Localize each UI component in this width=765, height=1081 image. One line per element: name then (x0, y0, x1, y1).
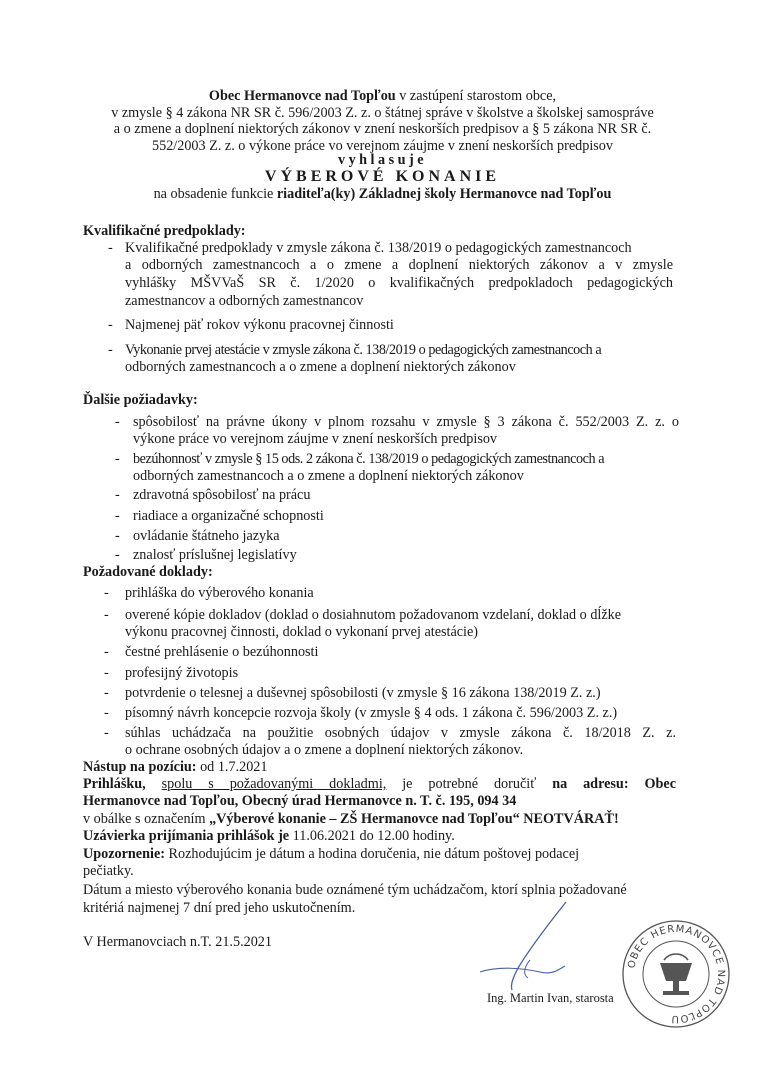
list-dash: - (115, 487, 120, 503)
list-dash: - (104, 585, 109, 601)
start-date-line: Nástup na pozíciu: od 1.7.2021 (83, 759, 268, 775)
list-dash: - (104, 665, 109, 681)
list-dash: - (115, 528, 120, 544)
qualifications-heading: Kvalifikačné predpoklady: (83, 223, 246, 239)
official-seal (620, 918, 732, 1030)
notice-line: Upozornenie: Rozhodujúcim je dátum a hodina doručenia, nie dátum poštovej podacej (83, 846, 580, 862)
list-dash: - (115, 547, 120, 563)
document-page: Obec Hermanovce nad Topľou v zastúpení starostom obce, v zmysle § 4 zákona NR SR č. 596/2003 Z. z. o štátnej správe v školstve a školskej samospráve a o zmene a doplnení niektorých zákonov v znení neskorších predpisov a § 5 zákona NR SR č. 552/2003 Z. z. o výkone práce vo verejnom záujme v znení neskorších predpisov vyhlasuje VÝBEROVÉ KONANIE na obsadenie funkcie riaditeľa(ky) Základnej školy Hermanovce nad Topľou Kvalifikačné predpoklady: - Kvalifikačné predpoklady v zmysle zákona č. 138/2019 o pedagogických zamestnancoch a odborných zamestnancoch a o zmene a doplnení niektorých zákonov a v zmysle vyhlášky MŠVVaŠ SR č. 1/2020 o kvalifikačných predpokladoch pedagogických zamestnancov a odborných zamestnancov - Najmenej päť rokov výkonu pracovnej činnosti - Vykonanie prvej atestácie v zmysle zákona č. 138/2019 o pedagogických zamestnancoch a odborných zamestnancoch a o zmene a doplnení niektorých zákonov Ďalšie požiadavky: - spôsobilosť na právne úkony v plnom rozsahu v zmysle § 3 zákona č. 552/2003 Z. z. o výkone práce vo verejnom záujme v znení neskorších predpisov - bezúhonnosť v zmysle § 15 ods. 2 zákona č. 138/2019 o pedagogických zamestnancoch a odborných zamestnancoch a o zmene a doplnení niektorých zákonov - zdravotná spôsobilosť na prácu - riadiace a organizačné schopnosti - ovládanie štátneho jazyka - znalosť príslušnej legislatívy Požadované doklady: - prihláška do výberového konania - overené kópie dokladov (doklad o dosiahnutom požadovanom vzdelaní, doklad o dĺžke výkonu pracovnej činnosti, doklad o vykonaní prvej atestácie) - čestné prehlásenie o bezúhonnosti - profesijný životopis - potvrdenie o telesnej a duševnej spôsobilosti (v zmysle § 16 zákona 138/2019 Z. z.) - písomný návrh koncepcie rozvoja školy (v zmysle § 4 ods. 1 zákona č. 596/2003 Z. z.) - súhlas uchádzača na použitie osobných údajov v zmysle zákona č. 18/2018 Z. z. o ochrane osobných údajov a o zmene a doplnení niektorých zákonov. Nástup na pozíciu: od 1.7.2021 Prihlášku, spolu s požadovanými dokladmi, je potrebné doručiť na adresu: Obec Hermanovce nad Topľou, Obecný úrad Hermanovce n. T. č. 195, 094 34 v obálke s označením „Výberové konanie – ZŠ Hermanovce nad Topľou“ NEOTVÁRAŤ! Uzávierka prijímania prihlášok je 11.06.2021 do 12.00 hodiny. Upozornenie: Rozhodujúcim je dátum a hodina doručenia, nie dátum poštovej podacej pečiatky. Dátum a miesto výberového konania bude oznámené tým uchádzačom, ktorí splnia požadované kritériá najmenej 7 dní pred jeho uskutočnením. V Hermanovciach n.T. 21.5.2021 Ing. Martin Ivan, starosta OBEC HERMANOVCE NAD TOPĽOU (0, 0, 765, 1081)
closing-line-1: Dátum a miesto výberového konania bude oznámené tým uchádzačom, ktorí splnia požadované (83, 882, 627, 898)
list-dash: - (104, 607, 109, 623)
list-dash: - (104, 644, 109, 660)
list-dash: - (104, 685, 109, 701)
header-line-4: 552/2003 Z. z. o výkone práce vo verejnom záujme v znení neskorších predpisov (152, 138, 613, 154)
document-subtitle: na obsadenie funkcie riaditeľa(ky) Základnej školy Hermanovce nad Topľou (153, 186, 612, 202)
list-dash: - (104, 705, 109, 721)
list-dash: - (108, 342, 113, 358)
list-dash: - (108, 240, 113, 256)
place-date: V Hermanovciach n.T. 21.5.2021 (83, 934, 272, 950)
signature (470, 900, 600, 995)
address-line: Hermanovce nad Topľou, Obecný úrad Hermanovce n. T. č. 195, 094 34 (83, 793, 517, 809)
list-dash: - (104, 725, 109, 741)
header-line-1: Obec Hermanovce nad Topľou v zastúpení starostom obce, (208, 88, 557, 104)
envelope-line: v obálke s označením „Výberové konanie – ZŠ Hermanovce nad Topľou“ NEOTVÁRAŤ! (83, 811, 619, 827)
header-line-3: a o zmene a doplnení niektorých zákonov v znení neskorších predpisov a § 5 zákona NR SR č. (113, 121, 652, 137)
announces-word: vyhlasuje (337, 152, 428, 168)
other-requirements-heading: Ďalšie požiadavky: (83, 392, 198, 408)
document-title: VÝBEROVÉ KONANIE (264, 168, 501, 185)
signatory-name: Ing. Martin Ivan, starosta (487, 991, 614, 1005)
notice-line-2: pečiatky. (83, 863, 134, 879)
closing-line-2: kritériá najmenej 7 dní pred jeho uskutočnením. (83, 900, 356, 916)
list-dash: - (115, 414, 120, 430)
list-dash: - (108, 317, 113, 333)
header-line-2: v zmysle § 4 zákona NR SR č. 596/2003 Z. z. o štátnej správe v školstve a školskej samospráve (111, 105, 654, 121)
list-dash: - (115, 451, 120, 467)
documents-heading: Požadované doklady: (83, 564, 213, 580)
deadline-line: Uzávierka prijímania prihlášok je 11.06.2021 do 12.00 hodiny. (83, 828, 455, 844)
application-line: Prihlášku, spolu s požadovanými dokladmi, je potrebné doručiť na adresu: Obec (83, 776, 676, 792)
list-dash: - (115, 508, 120, 524)
svg-text:OBEC HERMANOVCE NAD TOPĽOU: OBEC HERMANOVCE NAD TOPĽOU (626, 923, 727, 1025)
